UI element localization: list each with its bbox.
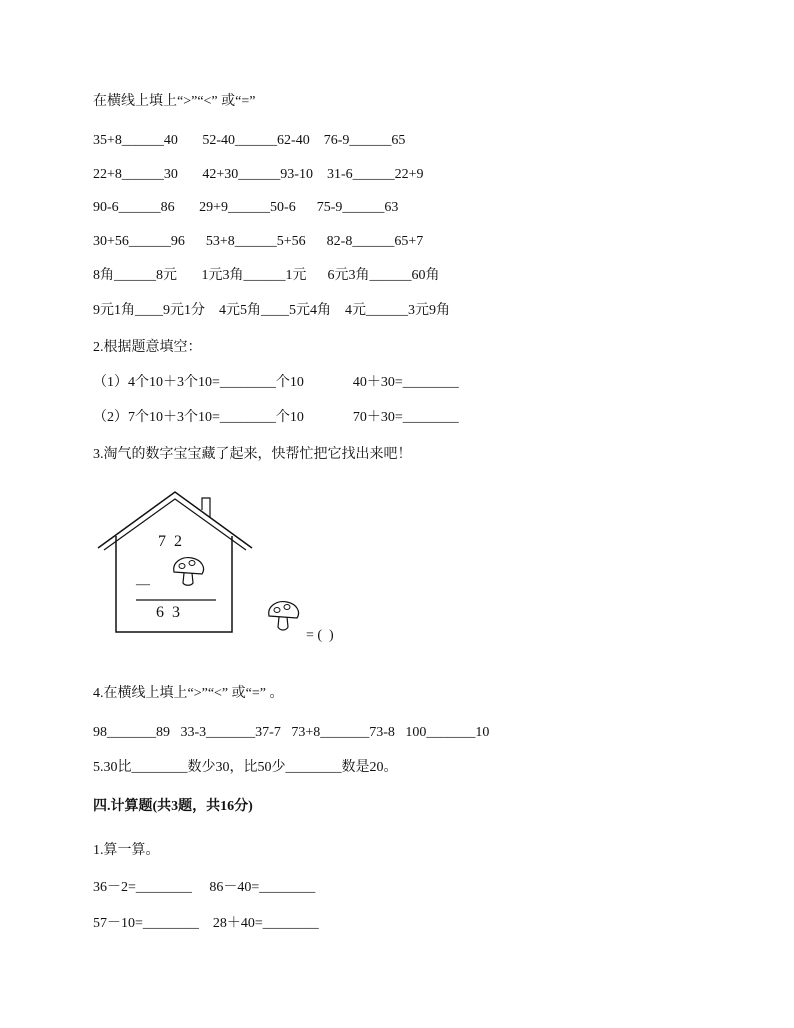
compare-row-3: 90-6______86 29+9______50-6 75-9______63 bbox=[93, 200, 399, 215]
q4-row: 98_______89 33-3_______37-7 73+8_______73-8 100_______10 bbox=[93, 725, 490, 740]
q-compare-title: 在横线上填上“>”“<” 或“=” bbox=[93, 94, 256, 109]
section-heading: 四.计算题(共3题，共16分) bbox=[93, 799, 253, 814]
compare-row-1: 35+8______40 52-40______62-40 76-9______65 bbox=[93, 133, 406, 148]
q2-title: 2.根据题意填空： bbox=[93, 340, 202, 355]
q4-title: 4.在横线上填上“>”“<” 或“=” 。 bbox=[93, 686, 284, 701]
calc-row-1: 36－2=________ 86－40=________ bbox=[93, 880, 316, 895]
calc-row-2: 57－10=________ 28＋40=________ bbox=[93, 916, 319, 931]
q5: 5.30比________数少30，比50少________数是20。 bbox=[93, 760, 398, 775]
house-top-digits: 7 2 bbox=[158, 533, 182, 550]
compare-row-2: 22+8______30 42+30______93-10 31-6______22+9 bbox=[93, 167, 424, 182]
answer-parentheses: = ( ) bbox=[306, 628, 334, 643]
mushroom-answer bbox=[266, 598, 376, 648]
q2-row-2: （2）7个10＋3个10=________个10 70＋30=________ bbox=[93, 410, 459, 425]
house-minus-sign: — bbox=[136, 577, 150, 592]
compare-row-4: 30+56______96 53+8______5+56 82-8______65+7 bbox=[93, 234, 424, 249]
mushroom-icon bbox=[266, 598, 306, 642]
house-result-digits: 6 3 bbox=[156, 604, 180, 621]
compare-row-6: 9元1角____9元1分 4元5角____5元4角 4元______3元9角 bbox=[93, 303, 450, 318]
calc-title: 1.算一算。 bbox=[93, 843, 160, 858]
q2-row-1: （1）4个10＋3个10=________个10 40＋30=________ bbox=[93, 375, 459, 390]
house-drawing bbox=[96, 488, 256, 636]
q3-title: 3.淘气的数字宝宝藏了起来，快帮忙把它找出来吧！ bbox=[93, 447, 412, 462]
compare-row-5: 8角______8元 1元3角______1元 6元3角______60角 bbox=[93, 268, 440, 283]
mushroom-icon bbox=[174, 558, 204, 586]
